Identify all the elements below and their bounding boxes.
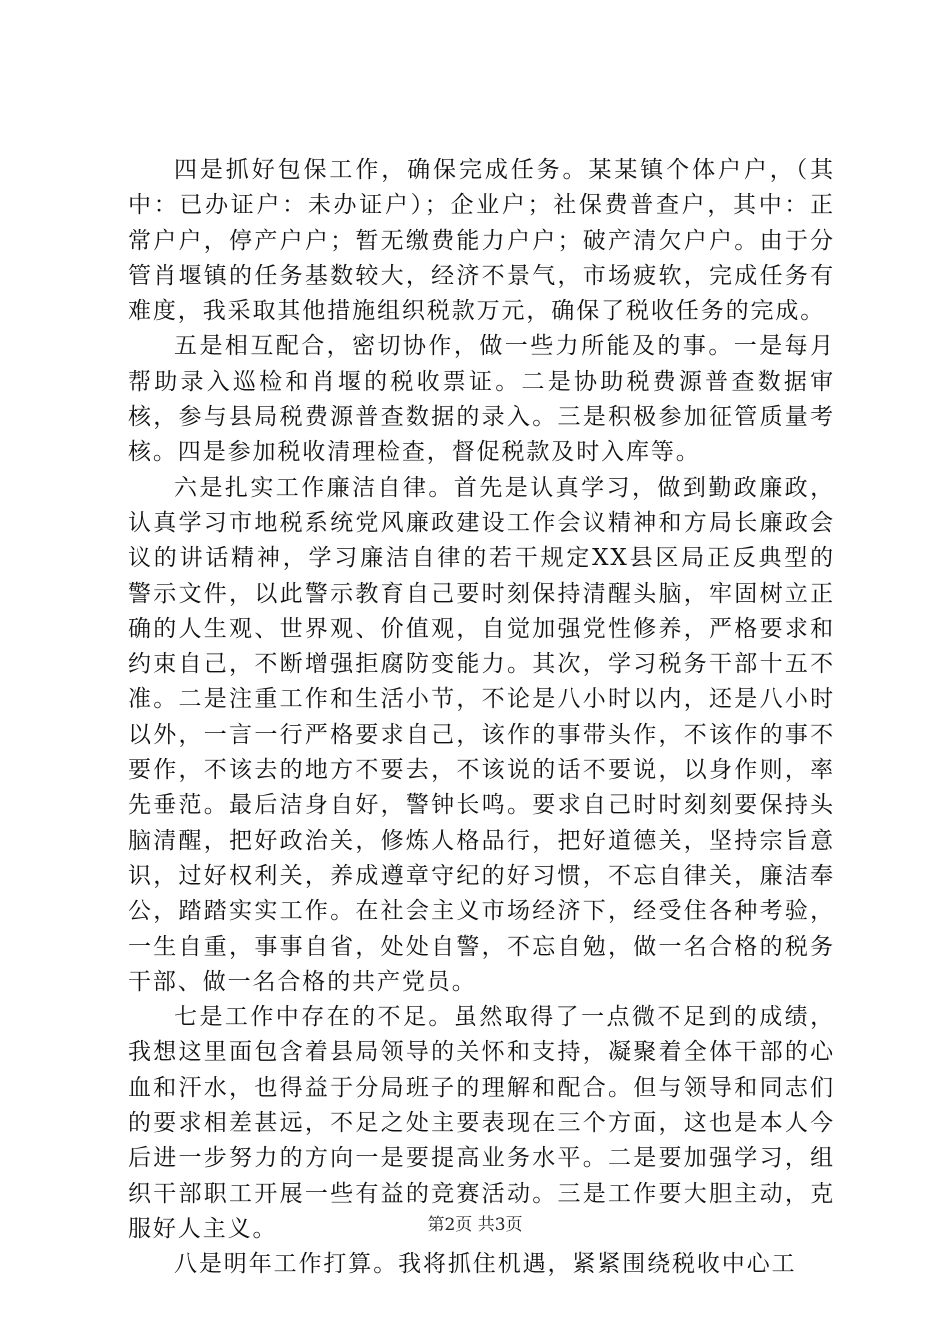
paragraph-cooperation: 五是相互配合，密切协作，做一些力所能及的事。一是每月帮助录入巡检和肖堰的税收票证。二是协助税费源普查数据审核，参与县局税费源普查数据的录入。三是积极参加征管质量考核。四是参加税收清理检查，督促税款及时入库等。	[128, 333, 835, 466]
page-number-footer: 第2页 共3页	[427, 1215, 523, 1235]
paragraph-integrity: 六是扎实工作廉洁自律。首先是认真学习，做到勤政廉政，认真学习市地税系统党风廉政建设工作会议精神和方局长廉政会议的讲话精神，学习廉洁自律的若干规定XX县区局正反典型的警示文件，以此警示教育自己要时刻保持清醒头脑，牢固树立正确的人生观、世界观、价值观，自觉加强党性修养，严格要求和约束自己，不断增强拒腐防变能力。其次，学习税务干部十五不准。二是注重工作和生活小节，不论是八小时以内，还是八小时以外，一言一行严格要求自己，该作的事带头作，不该作的事不要作，不该去的地方不要去，不该说的话不要说，以身作则，率先垂范。最后洁身自好，警钟长鸣。要求自己时时刻刻要保持头脑清醒，把好政治关，修炼人格品行，把好道德关，坚持宗旨意识，过好权利关，养成遵章守纪的好习惯，不忘自律关，廉洁奉公，踏踏实实工作。在社会主义市场经济下，经受住各种考验，一生自重，事事自省，处处自警，不忘自勉，做一名合格的税务干部、做一名合格的共产党员。	[128, 474, 835, 995]
document-body	[128, 153, 835, 1283]
paragraph-shortcomings: 七是工作中存在的不足。虽然取得了一点微不足到的成绩，我想这里面包含着县局领导的关怀和支持，凝聚着全体干部的心血和汗水，也得益于分局班子的理解和配合。但与领导和同志们的要求相差甚远，不足之处主要表现在三个方面，这也是本人今后进一步努力的方向一是要提高业务水平。二是要加强学习，组织干部职工开展一些有益的竞赛活动。三是工作要大胆主动，克服好人主义。	[128, 1004, 835, 1242]
paragraph-next-year-plan: 八是明年工作打算。我将抓住机遇，紧紧围绕税收中心工	[174, 1251, 797, 1278]
paragraph-baobao-work: 四是抓好包保工作，确保完成任务。某某镇个体户户，（其中：已办证户：未办证户）；企业户；社保费普查户，其中：正常户户，停产户户；暂无缴费能力户户；破产清欠户户。由于分管肖堰镇的任务基数较大，经济不景气，市场疲软，完成任务有难度，我采取其他措施组织税款万元，确保了税收任务的完成。	[128, 157, 835, 325]
